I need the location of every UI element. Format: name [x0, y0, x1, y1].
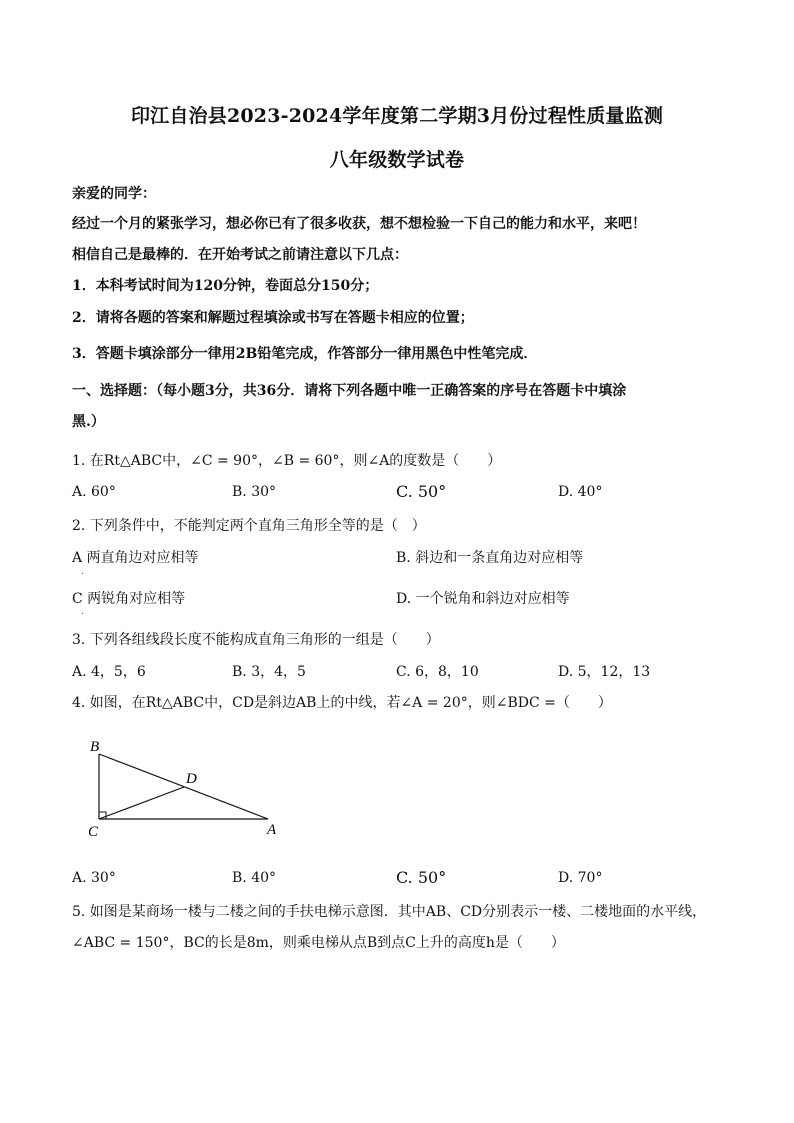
- q4-option-a: A. 30°: [72, 870, 116, 886]
- bullet-dot: .: [81, 606, 85, 617]
- label-c: C: [88, 824, 99, 840]
- q1-option-d: D. 40°: [558, 484, 603, 500]
- intro-greeting: 亲爱的同学：: [72, 186, 156, 202]
- section-heading-line-1: 一、选择题：（每小题3分，共36分．请将下列各题中唯一正确答案的序号在答题卡中填涂: [72, 383, 627, 399]
- q4-option-b: B. 40°: [232, 870, 277, 886]
- exam-title: 印江自治县2023-2024学年度第二学期3月份过程性质量监测: [130, 105, 664, 127]
- question-5-stem-line-1: 5. 如图是某商场一楼与二楼之间的手扶电梯示意图．其中AB、CD分别表示一楼、二楼地面的水平线，: [72, 904, 707, 920]
- intro-line-2: 相信自己是最棒的．在开始考试之前请注意以下几点：: [72, 247, 408, 263]
- q3-option-a: A. 4，5，6: [72, 664, 146, 680]
- section-heading-line-2: 黑.）: [72, 414, 105, 430]
- label-d: D: [186, 771, 197, 787]
- question-3-stem: 3. 下列各组线段长度不能构成直角三角形的一组是（ ）: [72, 632, 440, 648]
- q2-option-c: C 两锐角对应相等: [72, 591, 186, 607]
- q3-option-d: D. 5，12，13: [558, 664, 651, 680]
- q3-option-b: B. 3，4，5: [232, 664, 306, 680]
- q2-option-a: A 两直角边对应相等: [72, 550, 199, 566]
- q3-option-c: C. 6，8，10: [396, 664, 479, 680]
- median-cd: [99, 787, 184, 819]
- note-2: 2．请将各题的答案和解题过程填涂或书写在答题卡相应的位置；: [72, 310, 474, 326]
- q1-option-c: C. 50°: [396, 482, 447, 501]
- question-2-stem: 2. 下列条件中，不能判定两个直角三角形全等的是（ ）: [72, 518, 426, 534]
- q1-option-b: B. 30°: [232, 484, 277, 500]
- q1-option-a: A. 60°: [72, 484, 116, 500]
- bullet-dot: .: [81, 566, 85, 577]
- q4-option-c: C. 50°: [396, 868, 447, 887]
- q2-option-d: D. 一个锐角和斜边对应相等: [396, 591, 570, 607]
- note-3: 3．答题卡填涂部分一律用2B铅笔完成，作答部分一律用黑色中性笔完成．: [72, 346, 538, 362]
- triangle-figure: [80, 735, 300, 845]
- note-1: 1．本科考试时间为120分钟，卷面总分150分；: [72, 278, 379, 294]
- label-b: B: [90, 739, 100, 755]
- question-4-stem: 4. 如图，在Rt△ABC中，CD是斜边AB上的中线，若∠A = 20°，则∠BDC =（ ）: [72, 695, 612, 711]
- question-5-stem-line-2: ∠ABC = 150°，BC的长是8m，则乘电梯从点B到点C上升的高度h是（ ）: [72, 935, 565, 951]
- question-1-stem: 1. 在Rt△ABC中，∠C = 90°，∠B = 60°，则∠A的度数是（ ）: [72, 453, 502, 469]
- q2-option-b: B. 斜边和一条直角边对应相等: [396, 550, 584, 566]
- q4-option-d: D. 70°: [558, 870, 603, 886]
- exam-subtitle: 八年级数学试卷: [329, 149, 465, 171]
- label-a: A: [267, 822, 277, 838]
- intro-line-1: 经过一个月的紧张学习，想必你已有了很多收获，想不想检验一下自己的能力和水平，来吧！: [72, 216, 646, 232]
